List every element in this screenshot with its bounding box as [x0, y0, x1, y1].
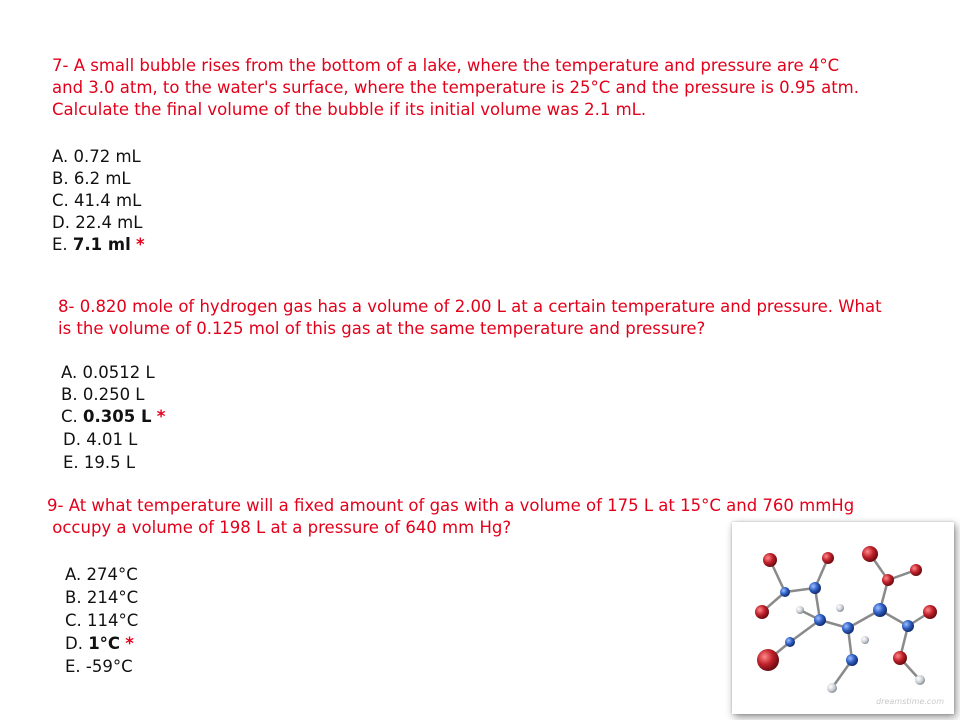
watermark-text: dreamstime.com	[876, 697, 944, 706]
option-letter: D.	[65, 634, 83, 653]
option-text: 274°C	[86, 565, 138, 584]
option-text: 0.72 mL	[73, 147, 141, 166]
option-letter: A.	[52, 147, 69, 166]
option-text: 0.250 L	[82, 385, 145, 404]
option-text: 22.4 mL	[75, 213, 143, 232]
option-text: 19.5 L	[83, 453, 136, 472]
option-letter: E.	[63, 453, 79, 472]
option-text: 4.01 L	[86, 430, 138, 449]
q9-option-c	[65, 610, 138, 632]
q9-option-d	[65, 633, 134, 655]
option-letter: E.	[52, 235, 68, 254]
option-text: 41.4 mL	[74, 191, 142, 210]
question-line: 9- At what temperature will a fixed amount of gas with a volume of 175 L at 15°C and 760 mmHg	[47, 496, 855, 515]
option-text: 114°C	[87, 611, 139, 630]
q8-option-e	[63, 452, 135, 474]
option-text: 0.0512 L	[82, 363, 155, 382]
q8-option-a	[61, 362, 155, 384]
question-8-text	[58, 296, 882, 340]
q7-option-b	[52, 168, 131, 190]
q9-option-b	[65, 587, 138, 609]
question-line: occupy a volume of 198 L at a pressure of 640 mm Hg?	[47, 518, 512, 537]
option-letter: E.	[65, 657, 81, 676]
q8-option-b	[61, 384, 145, 406]
option-letter: B.	[61, 385, 78, 404]
question-line: 7- A small bubble rises from the bottom of a lake, where the temperature and pressure are 4°C	[52, 56, 840, 75]
q7-option-d	[52, 212, 142, 234]
option-text: 6.2 mL	[73, 169, 131, 188]
option-letter: A.	[65, 565, 82, 584]
q9-option-e	[65, 656, 133, 678]
correct-answer-star: *	[125, 634, 134, 653]
question-line: is the volume of 0.125 mol of this gas at the same temperature and pressure?	[58, 319, 706, 338]
option-letter: D.	[52, 213, 70, 232]
correct-answer-text: 0.305 L	[83, 407, 152, 426]
option-text: -59°C	[85, 657, 133, 676]
option-letter: C.	[52, 191, 69, 210]
option-letter: B.	[65, 588, 82, 607]
q7-option-a	[52, 146, 141, 168]
q7-option-e	[52, 234, 145, 256]
q7-option-c	[52, 190, 141, 212]
correct-answer-text: 1°C	[88, 634, 121, 653]
option-letter: C.	[61, 407, 78, 426]
option-letter: D.	[63, 430, 81, 449]
molecule-model-icon	[740, 530, 946, 706]
question-7-text	[52, 55, 859, 121]
correct-answer-text: 7.1 ml	[72, 235, 131, 254]
q8-option-d	[63, 429, 137, 451]
correct-answer-star: *	[156, 407, 166, 426]
question-line: Calculate the final volume of the bubble if its initial volume was 2.1 mL.	[52, 100, 647, 119]
option-letter: C.	[65, 611, 82, 630]
option-text: 214°C	[86, 588, 139, 607]
option-letter: A.	[61, 363, 78, 382]
correct-answer-star: *	[136, 235, 145, 254]
q8-option-c	[61, 406, 165, 428]
question-line: 8- 0.820 mole of hydrogen gas has a volume of 2.00 L at a certain temperature and pressure. What	[58, 297, 882, 316]
question-line: and 3.0 atm, to the water's surface, where the temperature is 25°C and the pressure is 0.95 atm.	[52, 78, 859, 97]
molecule-photo	[732, 522, 954, 714]
option-letter: B.	[52, 169, 69, 188]
q9-option-a	[65, 564, 138, 586]
